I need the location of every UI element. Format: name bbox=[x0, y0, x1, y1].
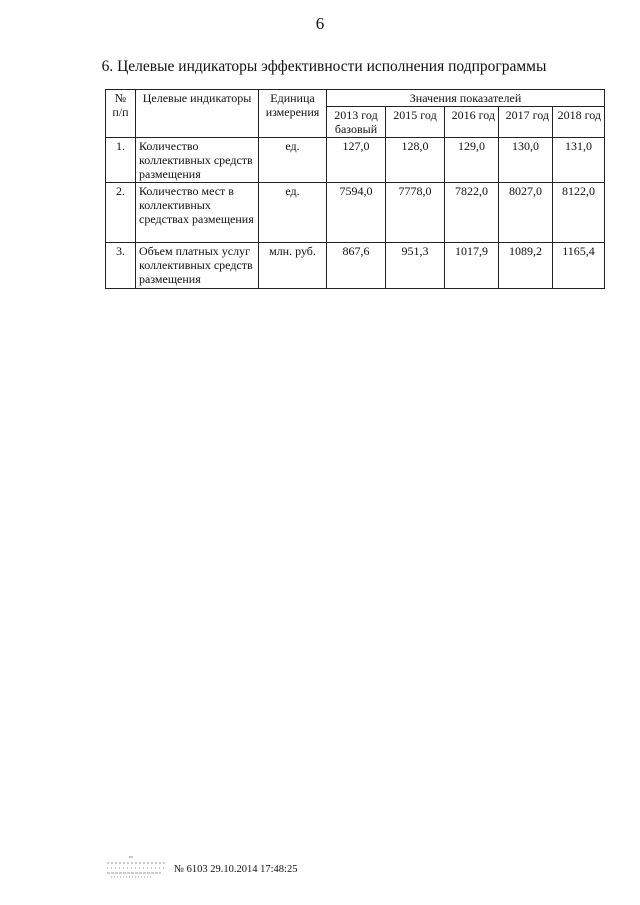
indicators-table bbox=[105, 89, 605, 289]
row-unit: млн. руб. bbox=[259, 243, 327, 289]
row-indicator: Объем платных услуг коллективных средств размещения bbox=[136, 243, 259, 289]
header-year: 2016 год bbox=[445, 107, 499, 138]
document-registration-number: № 6103 29.10.2014 17:48:25 bbox=[174, 864, 298, 875]
row-value: 130,0 bbox=[499, 138, 553, 183]
section-title: 6. Целевые индикаторы эффективности исполнения подпрограммы bbox=[101, 58, 547, 75]
row-value: 951,3 bbox=[386, 243, 445, 289]
table-row bbox=[106, 243, 605, 289]
row-value: 1017,9 bbox=[445, 243, 499, 289]
row-value: 867,6 bbox=[327, 243, 386, 289]
table-header-row bbox=[106, 90, 605, 107]
page-number: 6 bbox=[315, 14, 325, 33]
row-unit: ед. bbox=[259, 138, 327, 183]
header-year: 2013 год базовый bbox=[327, 107, 386, 138]
row-num: 1. bbox=[106, 138, 136, 183]
header-year: 2017 год bbox=[499, 107, 553, 138]
header-values-group: Значения показателей bbox=[327, 90, 605, 107]
row-value: 8027,0 bbox=[499, 183, 553, 243]
row-value: 129,0 bbox=[445, 138, 499, 183]
header-unit: Единица измерения bbox=[259, 90, 327, 138]
row-value: 128,0 bbox=[386, 138, 445, 183]
row-value: 1089,2 bbox=[499, 243, 553, 289]
table-row bbox=[106, 138, 605, 183]
registration-stamp-icon bbox=[103, 855, 169, 879]
row-num: 2. bbox=[106, 183, 136, 243]
table-row bbox=[106, 183, 605, 243]
row-value: 127,0 bbox=[327, 138, 386, 183]
row-indicator: Количество коллективных средств размещения bbox=[136, 138, 259, 183]
header-year: 2015 год bbox=[386, 107, 445, 138]
row-value: 7778,0 bbox=[386, 183, 445, 243]
row-num: 3. bbox=[106, 243, 136, 289]
row-value: 8122,0 bbox=[553, 183, 605, 243]
row-value: 7822,0 bbox=[445, 183, 499, 243]
header-indicator: Целевые индикаторы bbox=[136, 90, 259, 138]
header-year: 2018 год bbox=[553, 107, 605, 138]
header-num: № п/п bbox=[106, 90, 136, 138]
row-value: 7594,0 bbox=[327, 183, 386, 243]
row-unit: ед. bbox=[259, 183, 327, 243]
row-value: 131,0 bbox=[553, 138, 605, 183]
row-value: 1165,4 bbox=[553, 243, 605, 289]
row-indicator: Количество мест в коллективных средствах размещения bbox=[136, 183, 259, 243]
